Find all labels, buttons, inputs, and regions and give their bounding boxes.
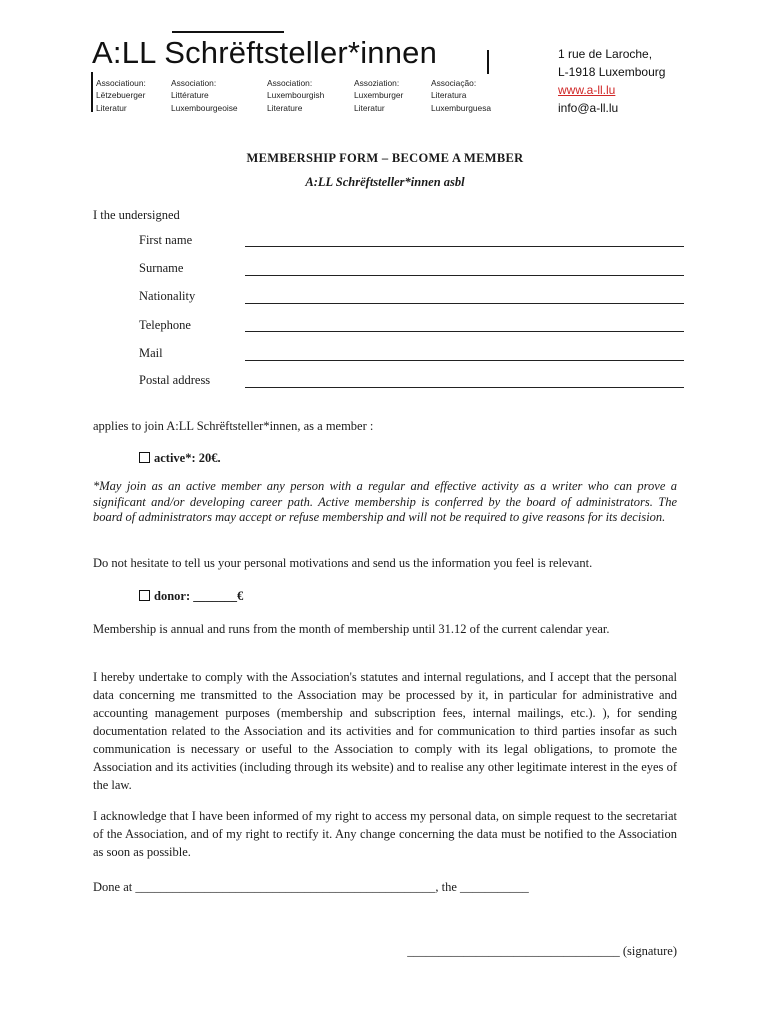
logo-title: A:LL Schrëftsteller*innen [92, 35, 438, 70]
address-city: L-1918 Luxembourg [558, 65, 666, 79]
association-pt: Associação: Literatura Luxemburguesa [431, 78, 492, 113]
association-lb: Associatioun: Lëtzebuerger Literatur [96, 78, 146, 113]
association-fr: Association: Littérature Luxembourgeoise [171, 78, 238, 113]
address-street: 1 rue de Laroche, [558, 47, 653, 61]
nationality-field[interactable] [245, 303, 684, 304]
active-option-label: active*: 20€. [154, 451, 221, 465]
field-label-first-name: First name [139, 233, 193, 247]
donor-option[interactable] [139, 589, 243, 604]
field-label-postal-address: Postal address [139, 373, 211, 387]
mail-field[interactable] [245, 360, 684, 361]
form-subtitle: A:LL Schrëftsteller*innen asbl [305, 175, 465, 189]
logo-divider [91, 72, 93, 112]
logo-hook [487, 50, 489, 74]
motivation-text: Do not hesitate to tell us your personal motivations and send us the information you feel is relevant. [93, 556, 593, 570]
surname-field[interactable] [245, 275, 684, 276]
website-link[interactable]: www.a-ll.lu [558, 83, 616, 97]
intro-text: I the undersigned [93, 208, 180, 222]
active-option[interactable] [139, 451, 221, 466]
postal-address-field[interactable] [245, 387, 684, 388]
contact-address [558, 45, 665, 117]
active-membership-note: *May join as an active member any person with a regular and effective activity as a writer who can prove a significant and/or developing career path. Active membership is conferred by the board of administrators. The board of administrators may accept or refuse membership and will not be required to give reasons for its decision. [93, 479, 677, 524]
annual-text: Membership is annual and runs from the month of membership until 31.12 of the current calendar year. [93, 622, 610, 636]
email-address: info@a-ll.lu [558, 101, 619, 115]
association-de: Assoziation: Luxemburger Literatur [354, 78, 404, 113]
field-label-telephone: Telephone [139, 318, 191, 332]
telephone-field[interactable] [245, 331, 684, 332]
applies-text: applies to join A:LL Schrëftsteller*innen, as a member : [93, 419, 374, 433]
logo-overline [172, 31, 284, 33]
association-en: Association: Luxembourgish Literature [267, 78, 325, 113]
form-title: MEMBERSHIP FORM – BECOME A MEMBER [246, 151, 524, 165]
active-checkbox[interactable] [139, 452, 150, 463]
done-at-line[interactable]: Done at ________________________________________________, the ___________ [93, 880, 529, 894]
donor-checkbox[interactable] [139, 590, 150, 601]
field-label-nationality: Nationality [139, 289, 196, 303]
donor-option-label: donor: _______€ [154, 589, 244, 603]
first-name-field[interactable] [245, 246, 684, 247]
undertake-text: I hereby undertake to comply with the Association's statutes and internal regulations, and I accept that the personal data concerning me transmitted to the Association may be processed by it, in particular for administrative and accounting management purposes (membership and subscription fees, internal mailings, etc.). ), for sending documentation related to the Association and its activities and for communication to third parties insofar as such communication is necessary or useful to the Association to comply with its legal obligations, to promote the Association and its activities (including through its website) and to realise any other legitimate interest in the eyes of the law. [93, 670, 677, 792]
field-label-mail: Mail [139, 346, 163, 360]
signature-line[interactable]: __________________________________ (signature) [407, 944, 677, 958]
field-label-surname: Surname [139, 261, 184, 275]
acknowledge-text: I acknowledge that I have been informed of my right to access my personal data, on simple request to the secretariat of the Association, and of my right to rectify it. Any change concerning the data must be notified to the Association as soon as possible. [93, 809, 677, 859]
